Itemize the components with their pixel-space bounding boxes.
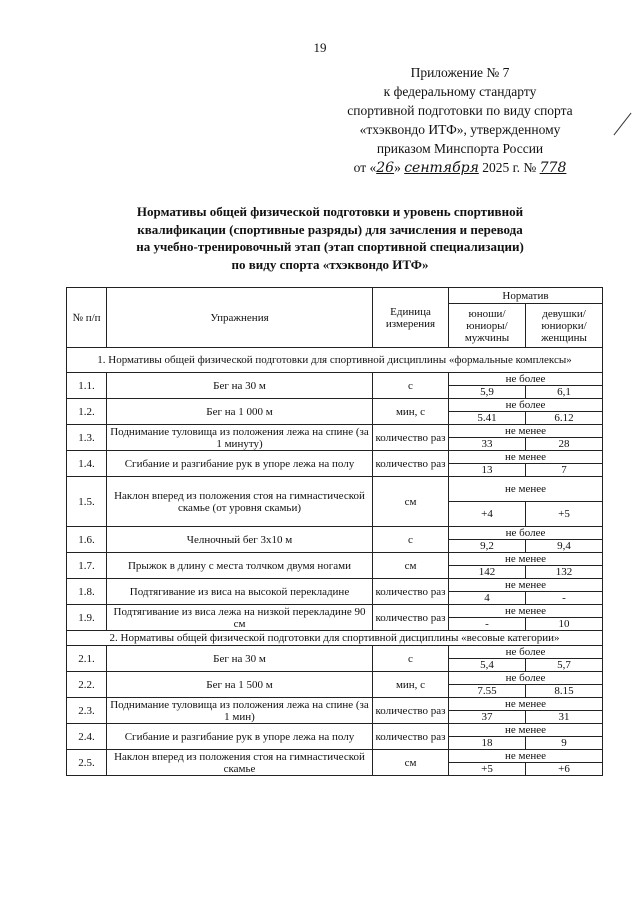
row-unit: см [373, 553, 449, 579]
row-unit: количество раз [373, 605, 449, 631]
row-exercise: Подтягивание из виса на высокой перекладине [107, 579, 373, 605]
row-male-value: 5,9 [449, 386, 526, 399]
row-condition: не менее [449, 724, 603, 737]
row-male-value: 9,2 [449, 540, 526, 553]
table-row [67, 579, 603, 592]
header-exercise: Упражнения [107, 288, 373, 348]
row-female-value: 132 [526, 566, 603, 579]
row-male-value: 37 [449, 711, 526, 724]
row-exercise: Бег на 1 500 м [107, 672, 373, 698]
title-line: Нормативы общей физической подготовки и уровень спортивной [136, 204, 524, 219]
row-unit: с [373, 527, 449, 553]
row-female-value: 10 [526, 618, 603, 631]
appendix-line: спортивной подготовки по виду спорта [347, 103, 573, 118]
row-female-value: 8.15 [526, 685, 603, 698]
order-number: 778 [539, 160, 567, 176]
date-month: сентября [404, 160, 479, 176]
row-unit: количество раз [373, 724, 449, 750]
table-row [67, 373, 603, 386]
order-date-line [300, 158, 620, 178]
standards-table [66, 287, 603, 776]
date-year: 2025 г. № [482, 160, 537, 175]
row-female-value: 9,4 [526, 540, 603, 553]
row-female-value: 6.12 [526, 412, 603, 425]
row-unit: см [373, 750, 449, 776]
title-line: квалификации (спортивные разряды) для зачисления и перевода [137, 221, 523, 237]
row-unit: с [373, 373, 449, 399]
row-female-value: 31 [526, 711, 603, 724]
row-condition: не более [449, 527, 603, 540]
row-unit: см [373, 477, 449, 527]
row-num: 2.1. [67, 646, 107, 672]
table-row [67, 750, 603, 763]
row-unit: количество раз [373, 698, 449, 724]
row-unit: количество раз [373, 425, 449, 451]
row-condition: не более [449, 373, 603, 386]
row-female-value: 7 [526, 464, 603, 477]
title-line: на учебно-тренировочный этап (этап спортивной специализации) [136, 239, 524, 254]
row-exercise: Наклон вперед из положения стоя на гимнастической скамье (от уровня скамьи) [107, 477, 373, 527]
section-heading: 1. Нормативы общей физической подготовки для спортивной дисциплины «формальные комплексы» [67, 348, 603, 373]
header-male: юноши/ юниоры/ мужчины [449, 304, 526, 348]
row-exercise: Поднимание туловища из положения лежа на спине (за 1 мин) [107, 698, 373, 724]
table-row [67, 399, 603, 412]
document-title [60, 203, 600, 273]
row-condition: не более [449, 646, 603, 659]
row-condition: не менее [449, 605, 603, 618]
row-exercise: Поднимание туловища из положения лежа на спине (за 1 минуту) [107, 425, 373, 451]
row-male-value: - [449, 618, 526, 631]
date-prefix: от « [353, 160, 377, 175]
appendix-line: приказом Минспорта России [376, 141, 544, 156]
row-num: 2.3. [67, 698, 107, 724]
row-female-value: +6 [526, 763, 603, 776]
table-row [67, 672, 603, 685]
row-condition: не менее [449, 579, 603, 592]
page-number: 19 [313, 40, 327, 55]
section-heading: 2. Нормативы общей физической подготовки для спортивной дисциплины «весовые категории» [67, 631, 603, 646]
table-row [67, 646, 603, 659]
row-exercise: Сгибание и разгибание рук в упоре лежа на полу [107, 724, 373, 750]
appendix-line: к федеральному стандарту [383, 84, 537, 99]
row-unit: мин, с [373, 672, 449, 698]
row-condition: не более [449, 672, 603, 685]
row-num: 1.2. [67, 399, 107, 425]
row-unit: мин, с [373, 399, 449, 425]
appendix-line: «тхэквондо ИТФ», утвержденному [359, 122, 561, 137]
table-row [67, 698, 603, 711]
row-num: 1.3. [67, 425, 107, 451]
row-exercise: Бег на 30 м [107, 373, 373, 399]
row-unit: количество раз [373, 579, 449, 605]
table-row [67, 425, 603, 438]
title-line: по виду спорта «тхэквондо ИТФ» [231, 256, 429, 272]
row-exercise: Бег на 1 000 м [107, 399, 373, 425]
row-female-value: +5 [526, 502, 603, 527]
row-male-value: 18 [449, 737, 526, 750]
row-condition: не более [449, 399, 603, 412]
row-female-value: 28 [526, 438, 603, 451]
date-mid: » [394, 160, 401, 175]
row-num: 1.1. [67, 373, 107, 399]
header-unit: Единица измерения [373, 288, 449, 348]
row-num: 1.9. [67, 605, 107, 631]
header-female: девушки/ юниорки/ женщины [526, 304, 603, 348]
row-condition: не менее [449, 425, 603, 438]
row-male-value: 5.41 [449, 412, 526, 425]
table-row [67, 605, 603, 618]
row-male-value: +5 [449, 763, 526, 776]
row-condition: не менее [449, 750, 603, 763]
row-male-value: 33 [449, 438, 526, 451]
table-row [67, 477, 603, 502]
table-row [67, 527, 603, 540]
table-row [67, 724, 603, 737]
row-num: 1.6. [67, 527, 107, 553]
row-female-value: 5,7 [526, 659, 603, 672]
row-exercise: Подтягивание из виса лежа на низкой перекладине 90 см [107, 605, 373, 631]
row-male-value: 13 [449, 464, 526, 477]
row-num: 1.8. [67, 579, 107, 605]
row-exercise: Челночный бег 3x10 м [107, 527, 373, 553]
table-row [67, 553, 603, 566]
row-female-value: - [526, 592, 603, 605]
row-condition: не менее [449, 477, 603, 502]
header-norm: Норматив [449, 288, 603, 304]
row-condition: не менее [449, 451, 603, 464]
row-num: 2.2. [67, 672, 107, 698]
row-num: 2.4. [67, 724, 107, 750]
appendix-block [300, 63, 620, 178]
appendix-line: Приложение № 7 [410, 65, 510, 80]
row-num: 1.7. [67, 553, 107, 579]
row-exercise: Прыжок в длину с места толчком двумя ногами [107, 553, 373, 579]
row-exercise: Наклон вперед из положения стоя на гимнастической скамье [107, 750, 373, 776]
row-female-value: 6,1 [526, 386, 603, 399]
row-unit: с [373, 646, 449, 672]
row-male-value: +4 [449, 502, 526, 527]
header-num: № п/п [67, 288, 107, 348]
row-male-value: 5,4 [449, 659, 526, 672]
row-male-value: 142 [449, 566, 526, 579]
row-male-value: 4 [449, 592, 526, 605]
row-unit: количество раз [373, 451, 449, 477]
table-row [67, 451, 603, 464]
row-num: 1.4. [67, 451, 107, 477]
row-condition: не менее [449, 553, 603, 566]
row-exercise: Бег на 30 м [107, 646, 373, 672]
date-day: 26 [376, 160, 395, 176]
row-female-value: 9 [526, 737, 603, 750]
row-num: 2.5. [67, 750, 107, 776]
row-exercise: Сгибание и разгибание рук в упоре лежа на полу [107, 451, 373, 477]
row-num: 1.5. [67, 477, 107, 527]
row-male-value: 7.55 [449, 685, 526, 698]
row-condition: не менее [449, 698, 603, 711]
